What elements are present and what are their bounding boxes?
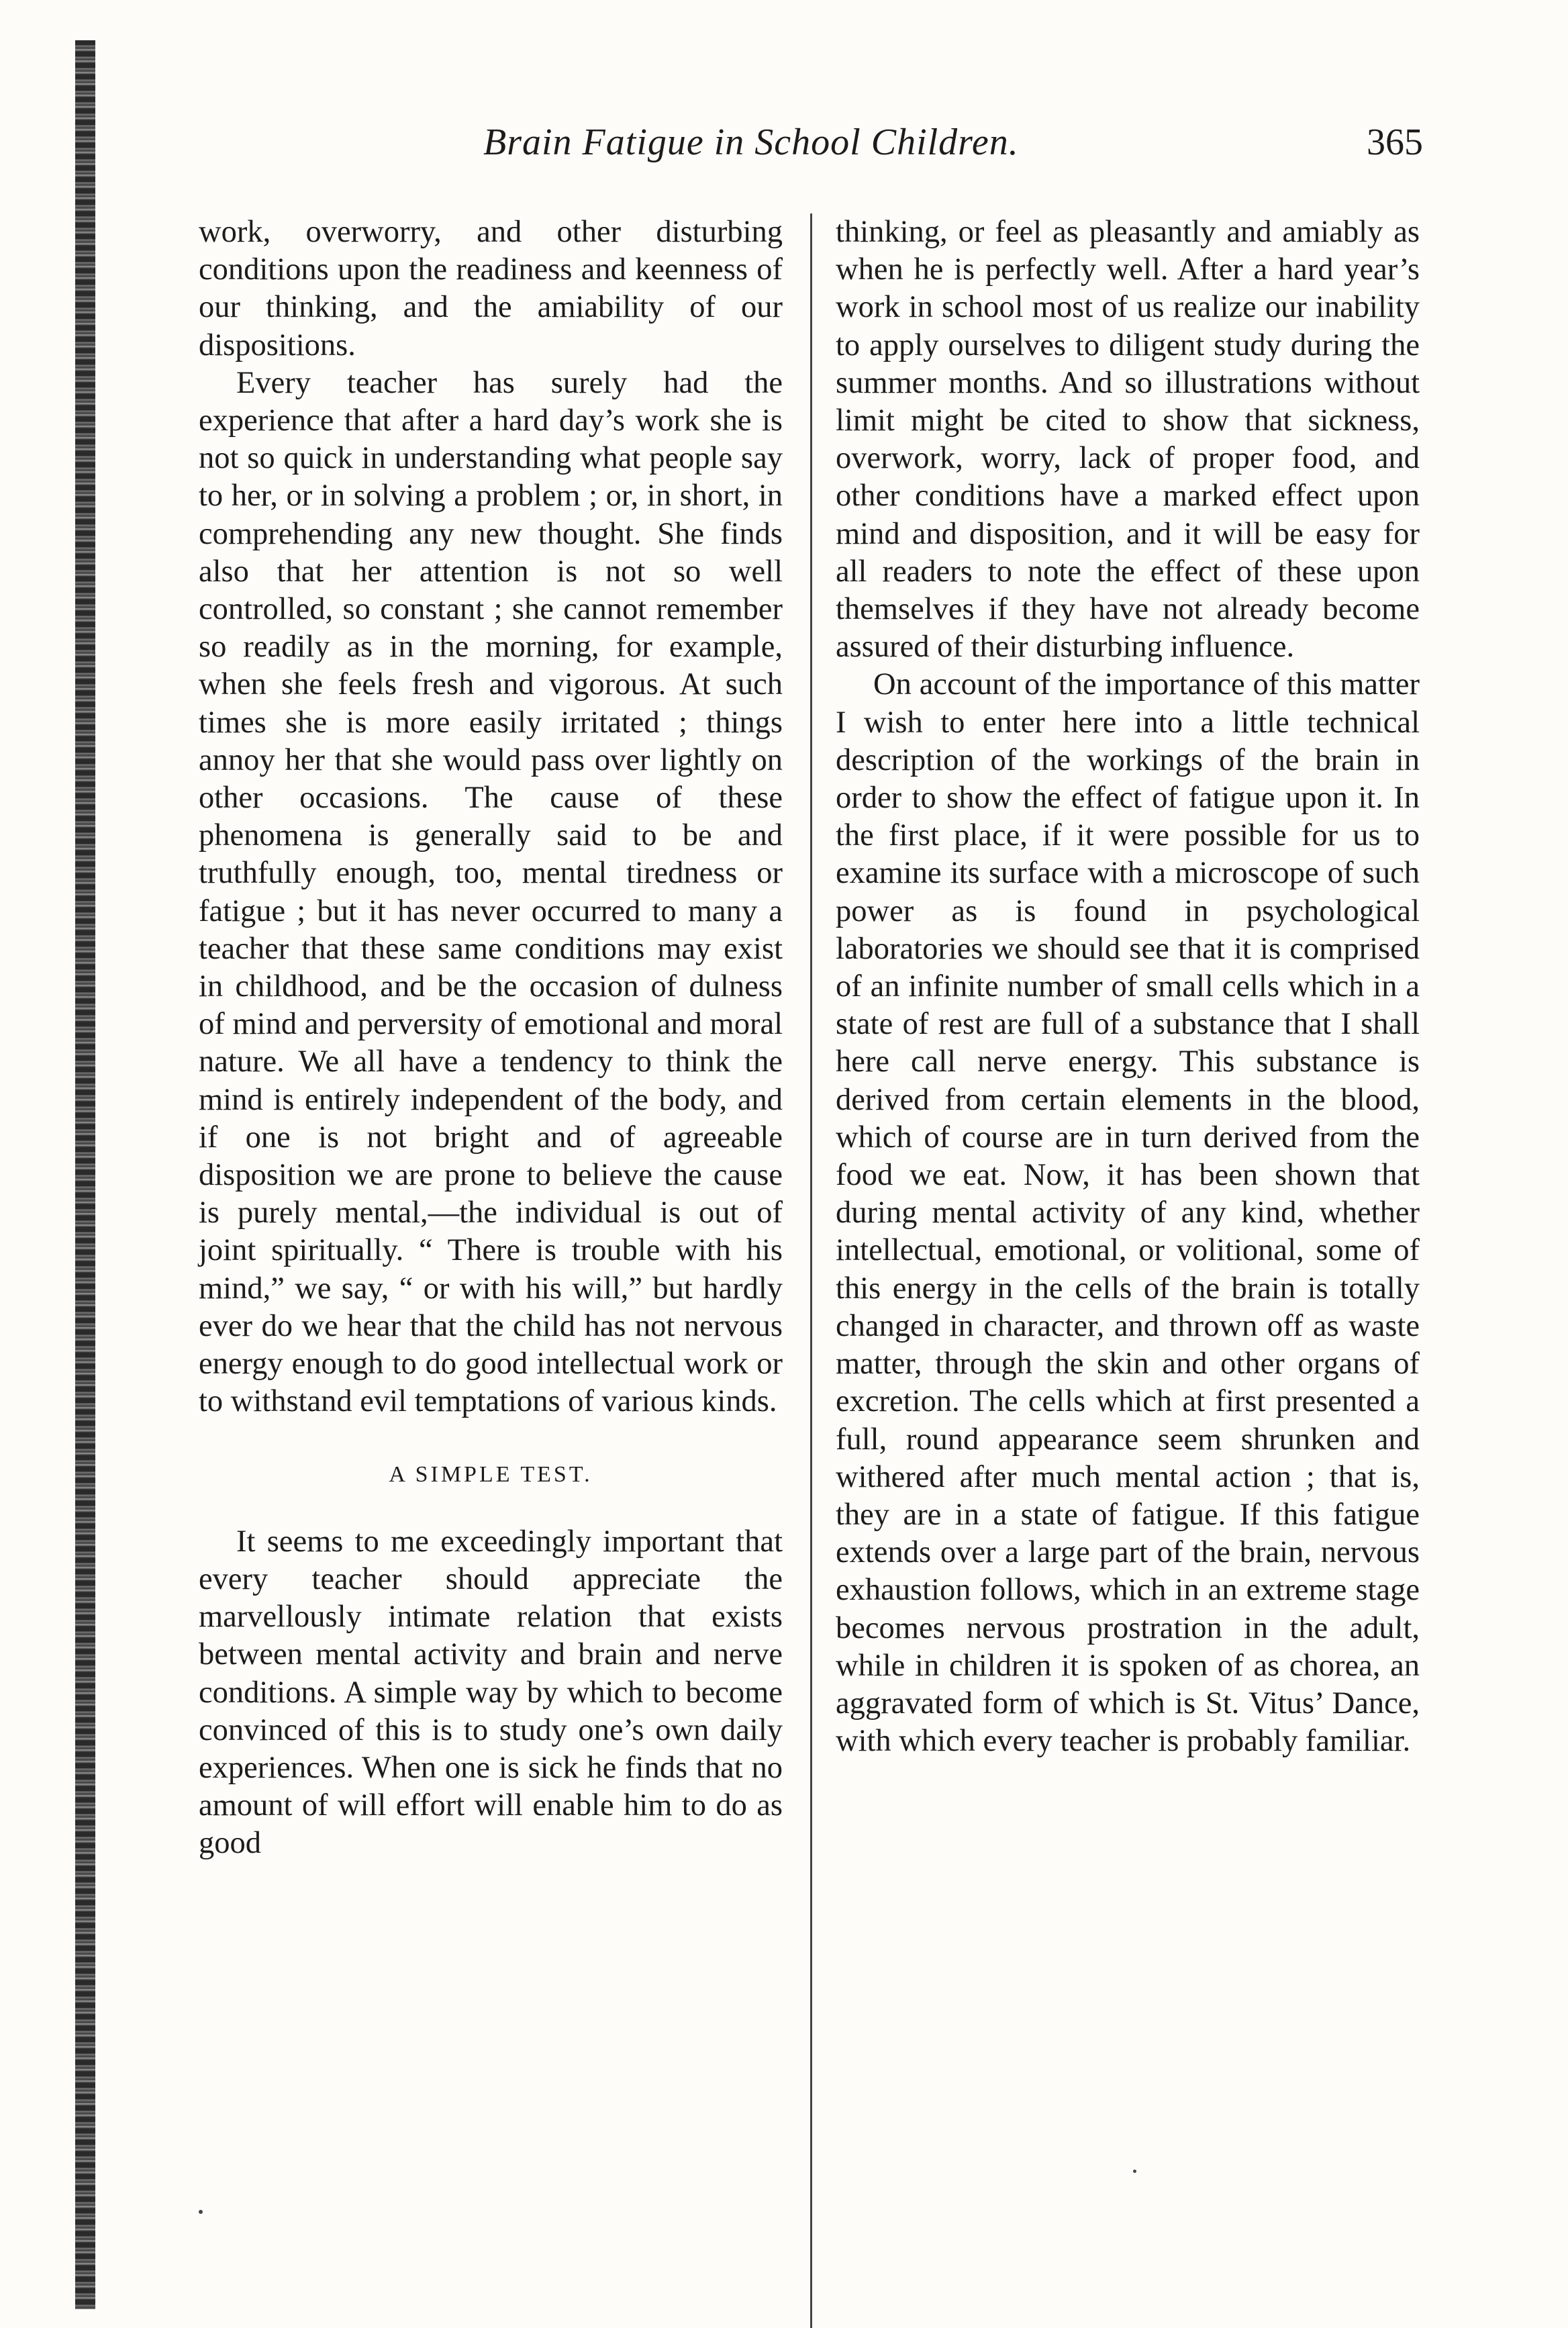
left-column xyxy=(199,213,783,1863)
running-title: Brain Fatigue in School Children. xyxy=(483,122,1019,163)
page-number: 365 xyxy=(1367,122,1423,163)
right-paragraph-1: thinking, or feel as pleasantly and amiably as when he is perfectly well. After a hard year’s work in school most of us realize our inability to apply ourselves to diligent study during the summer months. And so illustrations without limit might be cited to show that sickness, overwork, worry, lack of proper food, and other conditions have a marked effect upon mind and disposition, and it will be easy for all readers to note the effect of these upon themselves if they have not already become assured of their disturbing influence. xyxy=(836,215,1420,665)
print-speck xyxy=(199,2210,203,2214)
right-column xyxy=(836,213,1420,1760)
print-speck xyxy=(1133,2170,1136,2173)
left-paragraph-1: work, overworry, and other disturbing conditions upon the readiness and keenness of our thinking, and the amiability of our dispositions. xyxy=(199,215,783,362)
book-spine-edge xyxy=(75,40,95,2309)
left-paragraph-3: It seems to me exceedingly important that every teacher should appreciate the marvellously intimate relation that exists between mental activity and brain and nerve conditions. A simple way by which to become convinced of this is to study one’s own daily experiences. When one is sick he finds that no amount of will effort will enable him to do as good xyxy=(199,1524,783,1861)
section-subheading: A SIMPLE TEST. xyxy=(389,1461,593,1487)
left-paragraph-2: Every teacher has surely had the experience that after a hard day’s work she is not so quick in understanding what people say to her, or in solving a problem ; or, in short, in comprehending any new thought. She finds also that her attention is not so well controlled, so constant ; she cannot remember so readily as in the morning, for example, when she feels fresh and vigorous. At such times she is more easily irritated ; things annoy her that she would pass over lightly on other occasions. The cause of these phenomena is generally said to be and truthfully enough, too, mental tiredness or fatigue ; but it has never occurred to many a teacher that these same conditions may exist in childhood, and be the occasion of dulness of mind and perversity of emotional and moral nature. We all have a tendency to think the mind is entirely independent of the body, and if one is not bright and of agreeable disposition we are prone to believe the cause is purely mental,—the individual is out of joint spiritually. “ There is trouble with his mind,” we say, “ or with his will,” but hardly ever do we hear that the child has not nervous energy enough to do good intellectual work or to withstand evil temptations of various kinds. xyxy=(199,365,783,1419)
column-divider xyxy=(810,213,812,2328)
right-paragraph-2: On account of the importance of this matter I wish to enter here into a little technical description of the workings of the brain in order to show the effect of fatigue upon it. In the first place, if it were possible for us to examine its surface with a microscope of such power as is found in psychological laboratories we should see that it is comprised of an infinite number of small cells which in a state of rest are full of a substance that I shall here call nerve energy. This substance is derived from certain elements in the blood, which of course are in turn derived from the food we eat. Now, it has been shown that during mental activity of any kind, whether intellectual, emotional, or volitional, some of this energy in the cells of the brain is totally changed in character, and thrown off as waste matter, through the skin and other organs of excretion. The cells which at first presented a full, round appearance seem shrunken and withered after much mental action ; that is, they are in a state of fatigue. If this fatigue extends over a large part of the brain, nervous exhaustion follows, which in an extreme stage becomes nervous prostration in the adult, while in children it is spoken of as chorea, an aggravated form of which is St. Vitus’ Dance, with which every teacher is probably familiar. xyxy=(836,667,1420,1759)
running-header xyxy=(201,121,1436,181)
